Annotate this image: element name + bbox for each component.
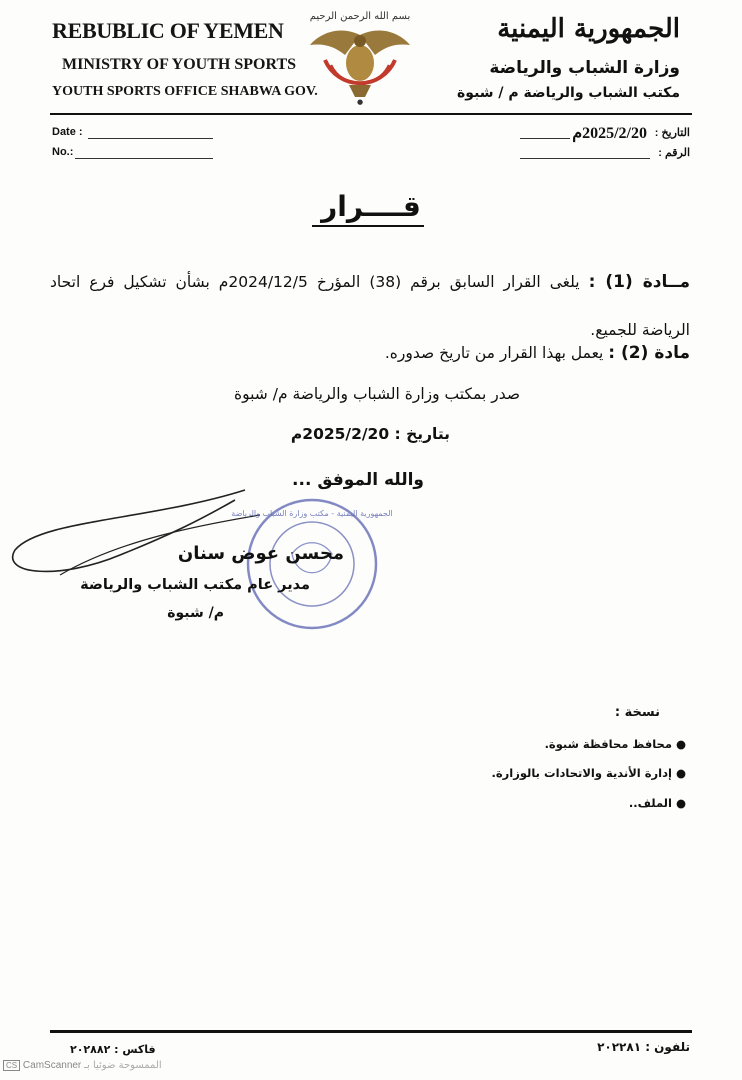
article-2-label: مادة (2) : xyxy=(608,343,690,363)
copy-item: ● إدارة الأندية والاتحادات بالوزارة. xyxy=(491,766,686,780)
date-label-en: Date : xyxy=(52,126,83,138)
issued-date: بتاريخ : 2025/2/20م xyxy=(290,425,450,443)
article-2 xyxy=(385,343,690,363)
article-1-text: يلغى القرار السابق برقم (38) المؤرخ 2024/12/5م بشأن تشكيل فرع اتحاد الرياضة للجميع. xyxy=(50,273,690,339)
header-ar-line2: وزارة الشباب والرياضة xyxy=(489,58,680,78)
signatory-location: م/ شبوة xyxy=(167,605,224,621)
copy-item: ● الملف.. xyxy=(628,796,686,810)
decision-title: قــــرار xyxy=(321,190,421,223)
signatory-title: مدير عام مكتب الشباب والرياضة xyxy=(80,577,310,593)
header-ar-line1: الجمهورية اليمنية xyxy=(497,14,680,44)
issued-at: صدر بمكتب وزارة الشباب والرياضة م/ شبوة xyxy=(234,385,520,403)
no-line-ar xyxy=(520,158,650,159)
signatory-name: محسن عوض سنان xyxy=(177,543,344,564)
article-2-text: يعمل بهذا القرار من تاريخ صدوره. xyxy=(384,344,604,362)
no-label-ar: الرقم : xyxy=(658,147,690,159)
no-line-en xyxy=(75,158,213,159)
title-underline xyxy=(312,225,424,227)
scanner-text: الممسوحة ضوئيا بـ xyxy=(84,1060,162,1071)
svg-text:●: ● xyxy=(356,98,364,106)
camscanner-watermark xyxy=(3,1060,162,1071)
header-en-line1: REBUBLIC OF YEMEN xyxy=(52,18,284,43)
copy-item-text: محافظ محافظة شبوة. xyxy=(544,737,672,751)
footer-fax: فاكس : ٢٠٢٨٨٢ xyxy=(70,1043,156,1056)
office-stamp-icon xyxy=(231,494,393,634)
date-line-en xyxy=(88,138,213,139)
header-en-line2: MINISTRY OF YOUTH SPORTS xyxy=(62,56,297,73)
copy-item-text: الملف.. xyxy=(628,796,672,810)
date-line-ar xyxy=(520,138,570,139)
date-value: 2025/2/20م xyxy=(572,125,647,142)
closing-phrase: والله الموفق ... xyxy=(292,470,424,490)
header-divider xyxy=(50,113,692,115)
scanner-brand: CamScanner xyxy=(22,1060,82,1071)
yemen-emblem-icon xyxy=(305,5,415,105)
copy-item-text: إدارة الأندية والاتحادات بالوزارة. xyxy=(491,766,672,780)
article-1-label: مــادة (1) : xyxy=(588,272,690,292)
footer-phone: تلفون : ٢٠٢٢٨١ xyxy=(597,1040,690,1054)
header-ar-line3: مكتب الشباب والرياضة م / شبوة xyxy=(457,85,680,101)
no-label-en: No.: xyxy=(52,146,74,158)
camscanner-logo-icon: CS xyxy=(3,1060,20,1071)
copy-item: ● محافظ محافظة شبوة. xyxy=(544,737,686,751)
article-1 xyxy=(50,258,690,354)
footer-divider xyxy=(50,1030,692,1033)
date-label-ar: التاريخ : xyxy=(654,127,690,139)
stamp-text: الجمهورية اليمنية - مكتب وزارة الشباب والرياضة xyxy=(231,509,393,518)
header-en-line3: YOUTH SPORTS OFFICE SHABWA GOV. xyxy=(52,84,318,99)
basmala-text: بسم الله الرحمن الرحيم xyxy=(309,11,411,22)
copies-label: نسخة : xyxy=(614,705,660,720)
